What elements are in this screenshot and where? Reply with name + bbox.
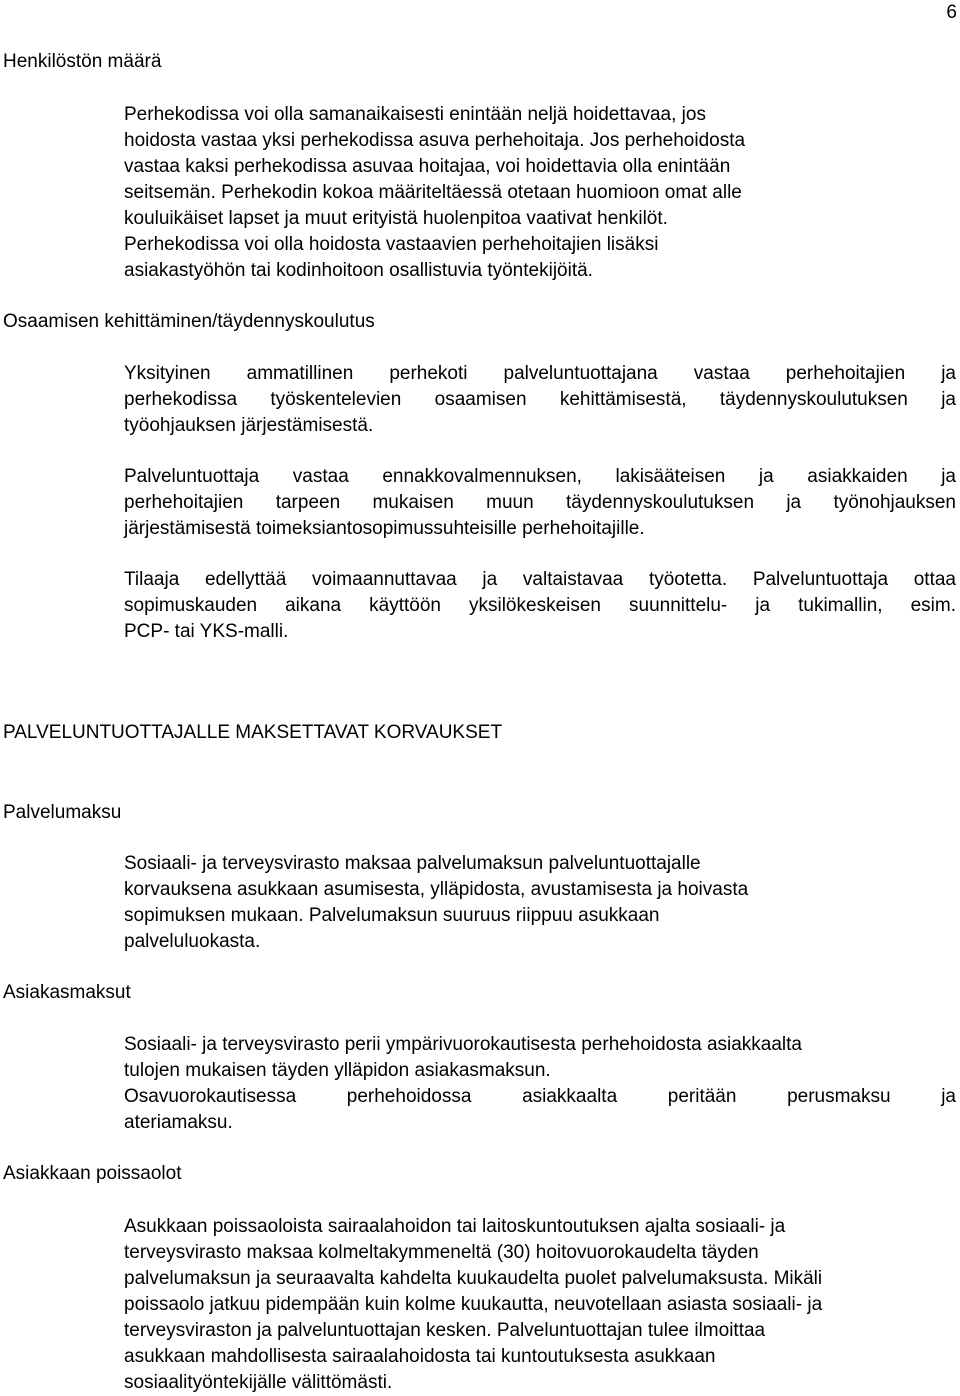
- paragraph-poissaolot: [124, 1214, 956, 1396]
- text-line: Palveluntuottaja vastaa ennakkovalmennuksen, lakisääteisen ja asiakkaiden ja: [124, 466, 956, 487]
- text-line: terveysviraston ja palveluntuottajan kesken. Palveluntuottajan tulee ilmoittaa: [124, 1320, 766, 1341]
- text-line: tulojen mukaisen täyden ylläpidon asiakasmaksun.: [124, 1060, 551, 1081]
- text-line: PCP- tai YKS-malli.: [124, 621, 289, 642]
- page-number: 6: [946, 2, 957, 23]
- section-heading-osaaminen: Osaamisen kehittäminen/täydennyskoulutus: [3, 311, 375, 332]
- paragraph-osaaminen-2: [124, 464, 956, 542]
- text-line: Sosiaali- ja terveysvirasto maksaa palvelumaksun palveluntuottajalle: [124, 853, 701, 874]
- text-line: ateriamaksu.: [124, 1112, 233, 1133]
- text-line: terveysvirasto maksaa kolmeltakymmeneltä (30) hoitovuorokaudelta täyden: [124, 1242, 759, 1263]
- paragraph-palvelumaksu: [124, 851, 956, 955]
- text-line: seitsemän. Perhekodin kokoa määriteltäessä otetaan huomioon omat alle: [124, 182, 742, 203]
- text-line: korvauksena asukkaan asumisesta, ylläpidosta, avustamisesta ja hoivasta: [124, 879, 749, 900]
- text-line: Asukkaan poissaoloista sairaalahoidon tai laitoskuntoutuksen ajalta sosiaali- ja: [124, 1216, 786, 1237]
- section-heading-henkilosto: Henkilöstön määrä: [3, 51, 162, 72]
- section-heading-poissaolot: Asiakkaan poissaolot: [3, 1163, 182, 1184]
- text-line: Yksityinen ammatillinen perhekoti palveluntuottajana vastaa perhehoitajien ja: [124, 363, 956, 384]
- text-line: sosiaalityöntekijälle välittömästi.: [124, 1372, 393, 1393]
- text-line: asiakastyöhön tai kodinhoitoon osallistuvia työntekijöitä.: [124, 260, 593, 281]
- text-line: poissaolo jatkuu pidempään kuin kolme kuukautta, neuvotellaan asiasta sosiaali- ja: [124, 1294, 823, 1315]
- text-line: perhekodissa työskentelevien osaamisen kehittämisestä, täydennyskoulutuksen ja: [124, 389, 956, 410]
- text-line: sopimuksen mukaan. Palvelumaksun suuruus riippuu asukkaan: [124, 905, 660, 926]
- text-line: kouluikäiset lapset ja muut erityistä huolenpitoa vaativat henkilöt.: [124, 208, 668, 229]
- text-line: sopimuskauden aikana käyttöön yksilökeskeisen suunnittelu- ja tukimallin, esim.: [124, 595, 956, 616]
- text-line: järjestämisestä toimeksiantosopimussuhteisille perhehoitajille.: [124, 518, 645, 539]
- paragraph-henkilosto: [124, 102, 956, 284]
- section-heading-asiakasmaksut: Asiakasmaksut: [3, 982, 131, 1003]
- paragraph-osaaminen-1: [124, 361, 956, 439]
- main-heading: PALVELUNTUOTTAJALLE MAKSETTAVAT KORVAUKSET: [3, 722, 503, 743]
- text-line: perhehoitajien tarpeen mukaisen muun täydennyskoulutuksen ja työnohjauksen: [124, 492, 956, 513]
- text-line: Perhekodissa voi olla samanaikaisesti enintään neljä hoidettavaa, jos: [124, 104, 706, 125]
- paragraph-osaaminen-3: [124, 567, 956, 645]
- text-line: Osavuorokautisessa perhehoidossa asiakkaalta peritään perusmaksu ja: [124, 1086, 956, 1107]
- text-line: palvelumaksun ja seuraavalta kahdelta kuukaudelta puolet palvelumaksusta. Mikäli: [124, 1268, 823, 1289]
- text-line: hoidosta vastaa yksi perhekodissa asuva perhehoitaja. Jos perhehoidosta: [124, 130, 746, 151]
- text-line: Sosiaali- ja terveysvirasto perii ympärivuorokautisesta perhehoidosta asiakkaalta: [124, 1034, 802, 1055]
- text-line: Tilaaja edellyttää voimaannuttavaa ja valtaistavaa työotetta. Palveluntuottaja ottaa: [124, 569, 956, 590]
- text-line: asukkaan mahdollisesta sairaalahoidosta tai kuntoutuksesta asukkaan: [124, 1346, 716, 1367]
- text-line: palveluluokasta.: [124, 931, 261, 952]
- text-line: vastaa kaksi perhekodissa asuvaa hoitajaa, voi hoidettavia olla enintään: [124, 156, 731, 177]
- text-line: Perhekodissa voi olla hoidosta vastaavien perhehoitajien lisäksi: [124, 234, 659, 255]
- section-heading-palvelumaksu: Palvelumaksu: [3, 802, 122, 823]
- text-line: työohjauksen järjestämisestä.: [124, 415, 374, 436]
- paragraph-asiakasmaksut: [124, 1032, 956, 1136]
